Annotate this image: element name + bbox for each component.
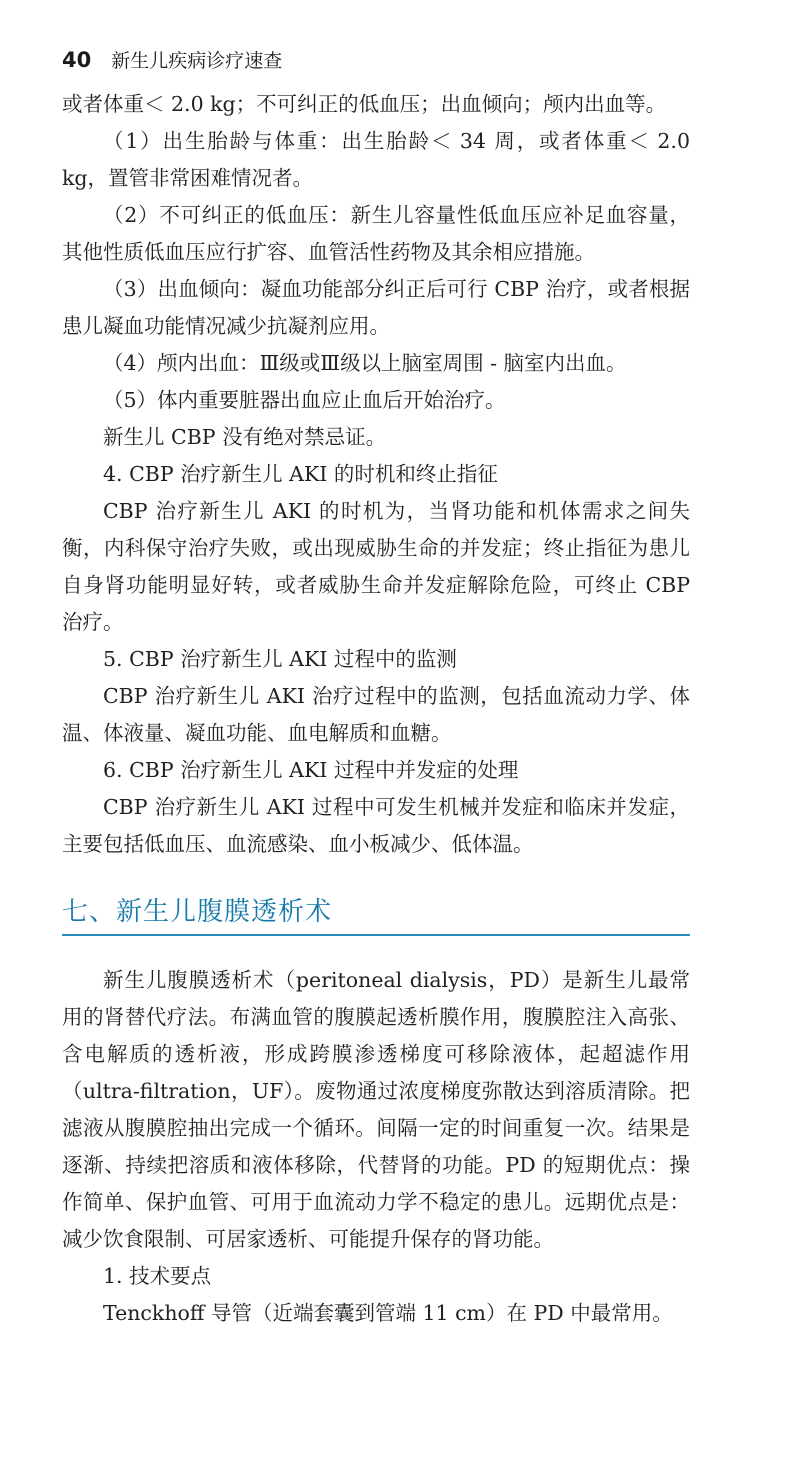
- paragraph: （4）颅内出血：Ⅲ级或Ⅲ级以上脑室周围 - 脑室内出血。: [103, 351, 627, 375]
- paragraph: 4. CBP 治疗新生儿 AKI 的时机和终止指征: [103, 462, 498, 486]
- paragraph: 或者体重＜ 2.0 kg；不可纠正的低血压；出血倾向；颅内出血等。: [62, 92, 667, 116]
- paragraph: 新生儿 CBP 没有绝对禁忌证。: [103, 425, 387, 449]
- paragraph: （1）出生胎龄与体重：出生胎龄＜ 34 周，或者体重＜ 2.0 kg，置管非常困难情况者。: [62, 129, 690, 190]
- body-text-top: [62, 86, 690, 863]
- paragraph: 1. 技术要点: [103, 1264, 212, 1288]
- page-number: 40: [62, 48, 92, 72]
- running-header: [62, 46, 690, 86]
- book-title: 新生儿疾病诊疗速查: [111, 50, 283, 72]
- paragraph: （2）不可纠正的低血压：新生儿容量性低血压应补足血容量，其他性质低血压应行扩容、血管活性药物及其余相应措施。: [62, 203, 690, 264]
- paragraph: 5. CBP 治疗新生儿 AKI 过程中的监测: [103, 647, 457, 671]
- paragraph: （5）体内重要脏器出血应止血后开始治疗。: [103, 388, 506, 412]
- paragraph: Tenckhoff 导管（近端套囊到管端 11 cm）在 PD 中最常用。: [103, 1301, 673, 1325]
- paragraph: （3）出血倾向：凝血功能部分纠正后可行 CBP 治疗，或者根据患儿凝血功能情况减少抗凝剂应用。: [62, 277, 690, 338]
- paragraph: 新生儿腹膜透析术（peritoneal dialysis，PD）是新生儿最常用的肾替代疗法。布满血管的腹膜起透析膜作用，腹膜腔注入高张、含电解质的透析液，形成跨膜渗透梯度可移除液体，起超滤作用（ultra-filtration，UF）。废物通过浓度梯度弥散达到溶质清除。把滤液从腹膜腔抽出完成一个循环。间隔一定的时间重复一次。结果是逐渐、持续把溶质和液体移除，代替肾的功能。PD 的短期优点：操作简单、保护血管、可用于血流动力学不稳定的患儿。远期优点是：减少饮食限制、可居家透析、可能提升保存的肾功能。: [62, 968, 690, 1251]
- paragraph: CBP 治疗新生儿 AKI 过程中可发生机械并发症和临床并发症，主要包括低血压、血流感染、血小板减少、低体温。: [62, 795, 690, 856]
- paragraph: CBP 治疗新生儿 AKI 治疗过程中的监测，包括血流动力学、体温、体液量、凝血功能、血电解质和血糖。: [62, 684, 690, 745]
- page: [62, 46, 690, 1332]
- paragraph: 6. CBP 治疗新生儿 AKI 过程中并发症的处理: [103, 758, 519, 782]
- body-text-bottom: [62, 962, 690, 1332]
- section-heading: 七、新生儿腹膜透析术: [62, 883, 690, 936]
- paragraph: CBP 治疗新生儿 AKI 的时机为，当肾功能和机体需求之间失衡，内科保守治疗失败，或出现威胁生命的并发症；终止指征为患儿自身肾功能明显好转，或者威胁生命并发症解除危险，可终止 CBP 治疗。: [62, 499, 690, 634]
